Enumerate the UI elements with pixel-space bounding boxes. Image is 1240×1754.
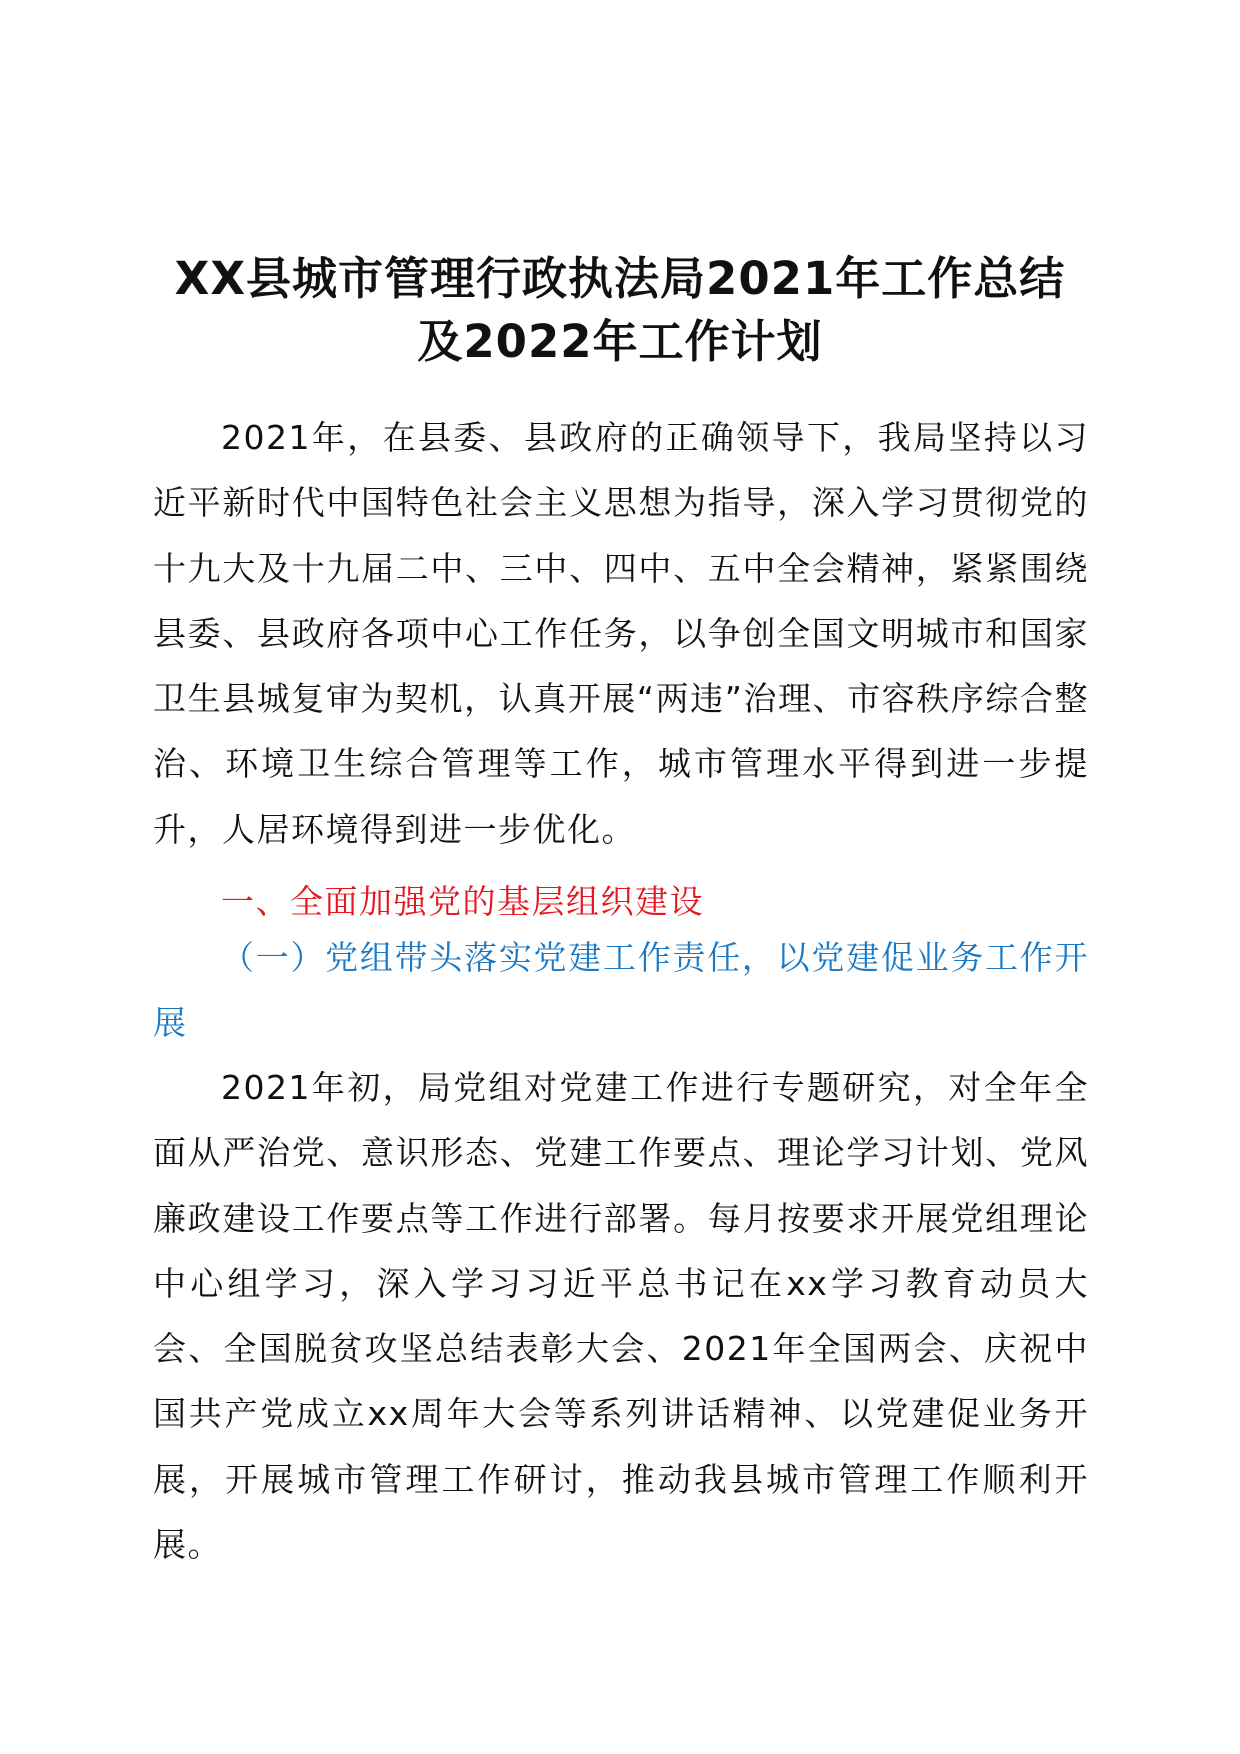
intro-paragraph-block bbox=[153, 405, 1089, 862]
party-building-paragraph-block bbox=[153, 1055, 1089, 1577]
section-heading: 一、全面加强党的基层组织建设 bbox=[221, 882, 704, 921]
subsection-heading: （一）党组带头落实党建工作责任，以党建促业务工作开展 bbox=[153, 938, 1089, 1043]
intro-paragraph: 2021年，在县委、县政府的正确领导下，我局坚持以习近平新时代中国特色社会主义思想为指导，深入学习贯彻党的十九大及十九届二中、三中、四中、五中全会精神，紧紧围绕县委、县政府各项中心工作任务，以争创全国文明城市和国家卫生县城复审为契机，认真开展“两违”治理、市容秩序综合整治、环境卫生综合管理等工作，城市管理水平得到进一步提升，人居环境得到进一步优化。 bbox=[153, 418, 1089, 849]
document-title-line-2: 及2022年工作计划 bbox=[417, 315, 823, 368]
document-title-line-1: XX县城市管理行政执法局2021年工作总结 bbox=[174, 252, 1066, 305]
party-building-paragraph: 2021年初，局党组对党建工作进行专题研究，对全年全面从严治党、意识形态、党建工作要点、理论学习计划、党风廉政建设工作要点等工作进行部署。每月按要求开展党组理论中心组学习，深入学习习近平总书记在xx学习教育动员大会、全国脱贫攻坚总结表彰大会、2021年全国两会、庆祝中国共产党成立xx周年大会等系列讲话精神、以党建促业务开展，开展城市管理工作研讨，推动我县城市管理工作顺利开展。 bbox=[153, 1068, 1089, 1565]
